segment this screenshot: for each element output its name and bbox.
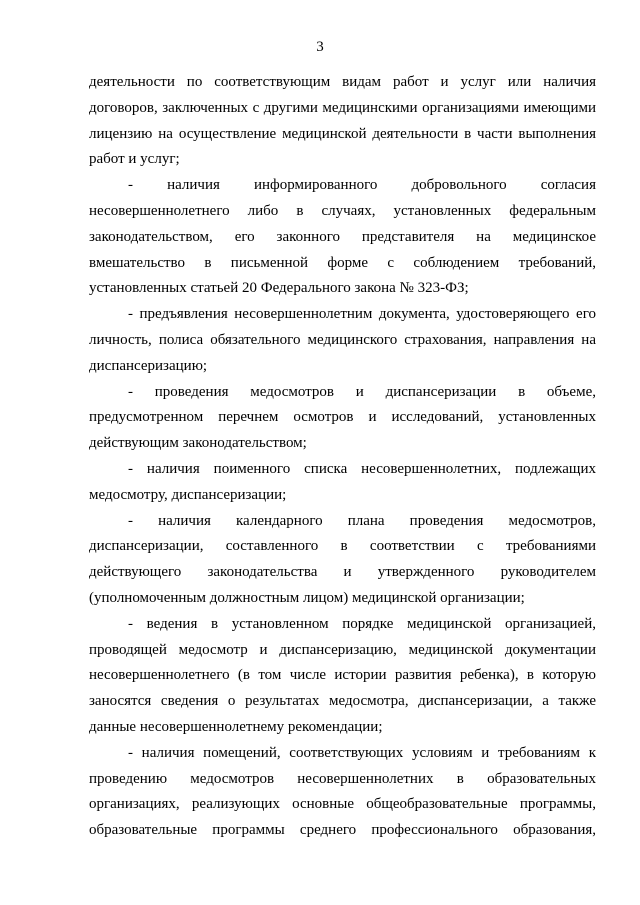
list-item-exam-scope: - проведения медосмотров и диспансеризации в объеме, предусмотренном перечнем осмотров и исследований, установленных действующим законодательством; [89, 383, 596, 452]
document-body [89, 70, 596, 844]
list-item-named-list: - наличия поименного списка несовершеннолетних, подлежащих медосмотру, диспансеризации; [89, 460, 596, 503]
list-item-medical-records: - ведения в установленном порядке медицинской организацией, проводящей медосмотр и диспансеризацию, медицинской документации несовершеннолетнего (в том числе истории развития ребенка), в которую заносятся сведения о результатах медосмотра, диспансеризации, а также данные несовершеннолетнему рекомендации; [89, 615, 596, 735]
page-number: 3 [316, 39, 324, 55]
list-item-calendar-plan: - наличия календарного плана проведения медосмотров, диспансеризации, составленного в соответствии с требованиями действующего законодательства и утвержденного руководителем (уполномоченным должностным лицом) медицинской организации; [89, 512, 596, 606]
paragraph-continuation: деятельности по соответствующим видам работ и услуг или наличия договоров, заключенных с другими медицинскими организациями имеющими лицензию на осуществление медицинской деятельности в части выполнения работ и услуг; [89, 74, 596, 168]
list-item-identity-document: - предъявления несовершеннолетним документа, удостоверяющего его личность, полиса обязательного медицинского страхования, направления на диспансеризацию; [89, 306, 596, 374]
list-item-informed-consent: - наличия информированного добровольного согласия несовершеннолетнего либо в случаях, установленных федеральным законодательством, его законного представителя на медицинское вмешательство в письменной форме с соблюдением требований, установленных статьей 20 Федерального закона № 323-ФЗ; [89, 177, 596, 297]
list-item-premises: - наличия помещений, соответствующих условиям и требованиям к проведению медосмотров несовершеннолетних в образовательных организациях, реализующих основные общеобразовательные программы, образовательные программы среднего профессионального образования, [89, 744, 596, 839]
